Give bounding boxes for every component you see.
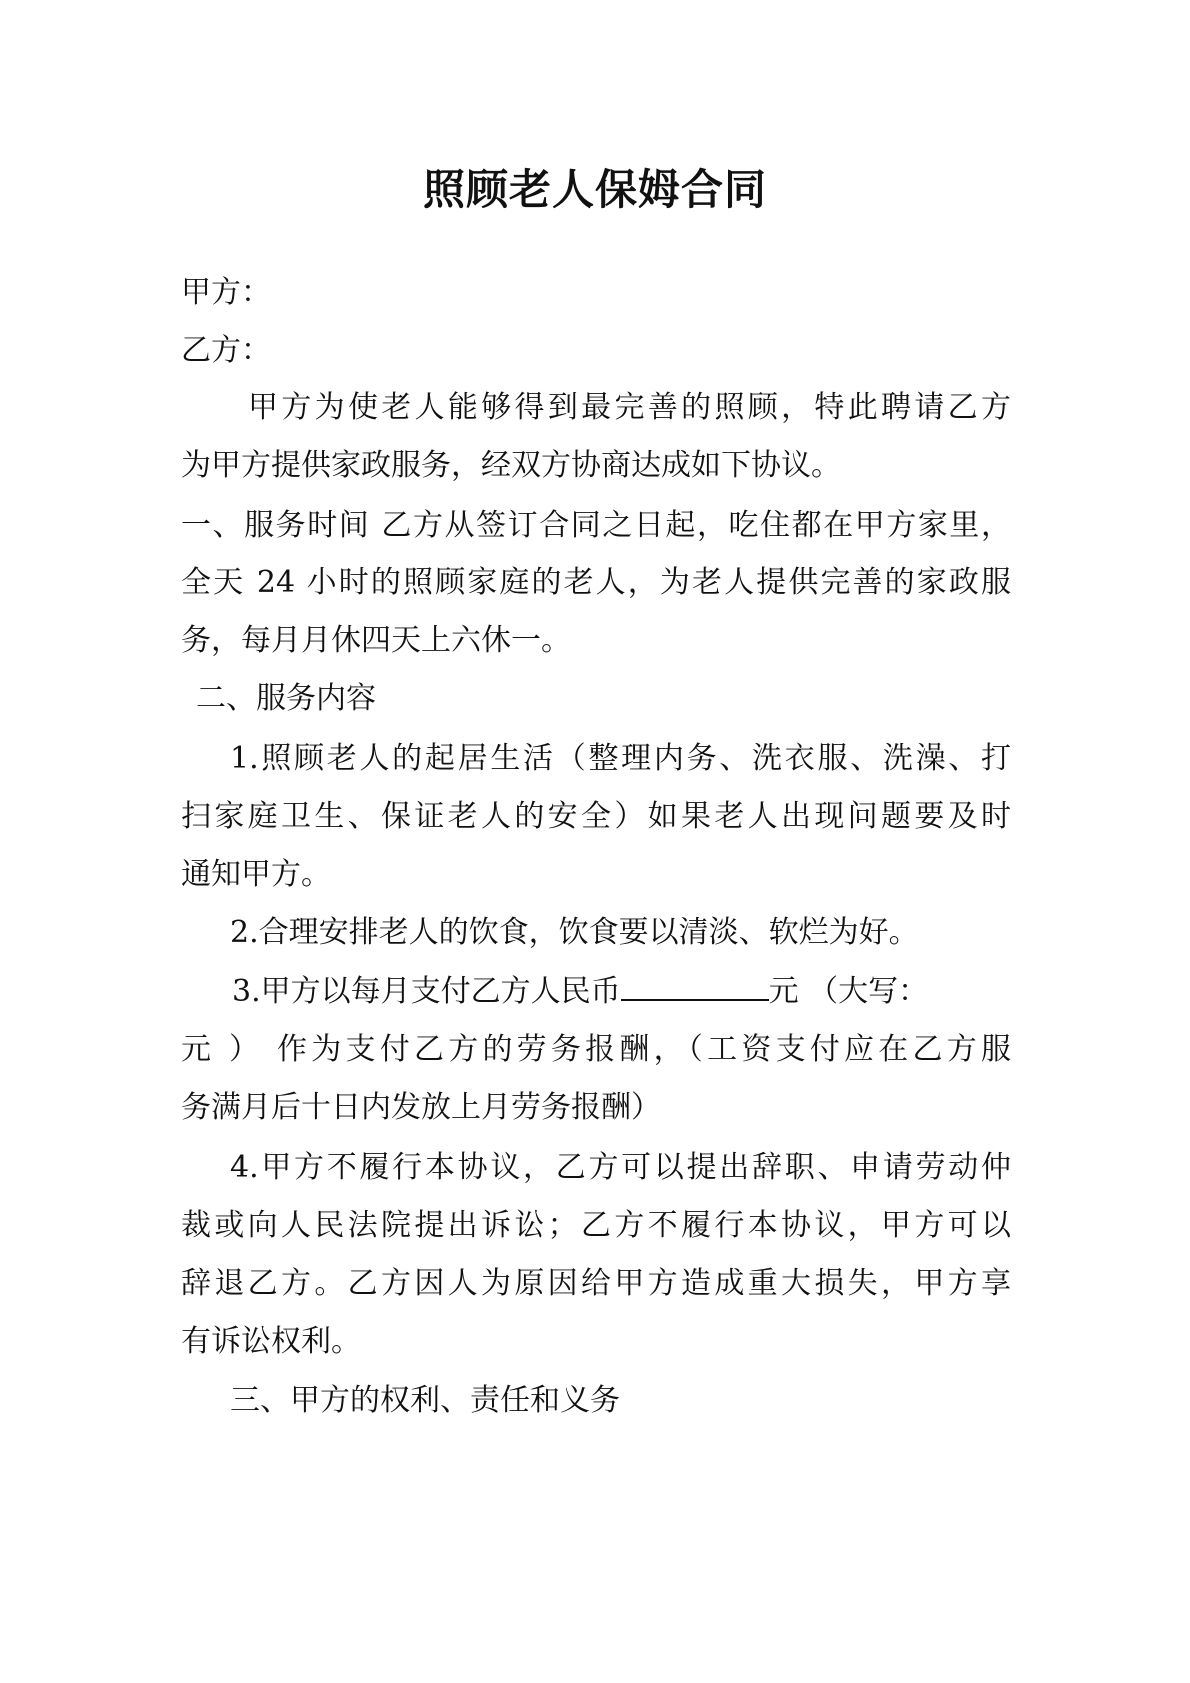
item1-line-2: 扫家庭卫生、保证老人的安全）如果老人出现问题要及时: [181, 799, 1011, 834]
document-title: 照顾老人保姆合同: [422, 165, 767, 214]
item2-line: 2.合理安排老人的饮食，饮食要以清淡、软烂为好。: [230, 915, 919, 950]
party-b-label: 乙方：: [181, 333, 271, 368]
item3-text-before-blank: 3.甲方以每月支付乙方人民币: [232, 974, 621, 1009]
item4-line-1: 4.甲方不履行本协议，乙方可以提出辞职、申请劳动仲: [230, 1150, 1011, 1185]
item3-line-1: [232, 972, 928, 1012]
section3-heading: 三、甲方的权利、责任和义务: [230, 1383, 620, 1418]
item3-line-2: 元 ） 作为支付乙方的劳务报酬，（工资支付应在乙方服: [181, 1032, 1011, 1067]
item4-line-2: 裁或向人民法院提出诉讼；乙方不履行本协议，甲方可以: [181, 1208, 1011, 1243]
item3-text-after-blank: 元 （大写：: [768, 974, 929, 1009]
section1-line-3: 务，每月月休四天上六休一。: [181, 623, 571, 658]
section1-line-1: 一、服务时间 乙方从签订合同之日起，吃住都在甲方家里，: [181, 508, 1011, 543]
item4-line-4: 有诉讼权利。: [181, 1324, 361, 1359]
section2-heading: 二、服务内容: [196, 681, 376, 716]
item4-line-3: 辞退乙方。乙方因人为原因给甲方造成重大损失，甲方享: [181, 1266, 1011, 1301]
item1-line-3: 通知甲方。: [181, 857, 331, 892]
item1-line-1: 1.照顾老人的起居生活（整理内务、洗衣服、洗澡、打: [230, 741, 1011, 776]
intro-line-2: 为甲方提供家政服务，经双方协商达成如下协议。: [181, 448, 841, 483]
salary-amount-blank: [621, 973, 769, 1001]
item3-line-3: 务满月后十日内发放上月劳务报酬）: [181, 1090, 661, 1125]
section1-line-2: 全天 24 小时的照顾家庭的老人，为老人提供完善的家政服: [181, 565, 1011, 600]
intro-line-1: 甲方为使老人能够得到最完善的照顾，特此聘请乙方: [248, 390, 1011, 425]
party-a-label: 甲方：: [181, 275, 271, 310]
